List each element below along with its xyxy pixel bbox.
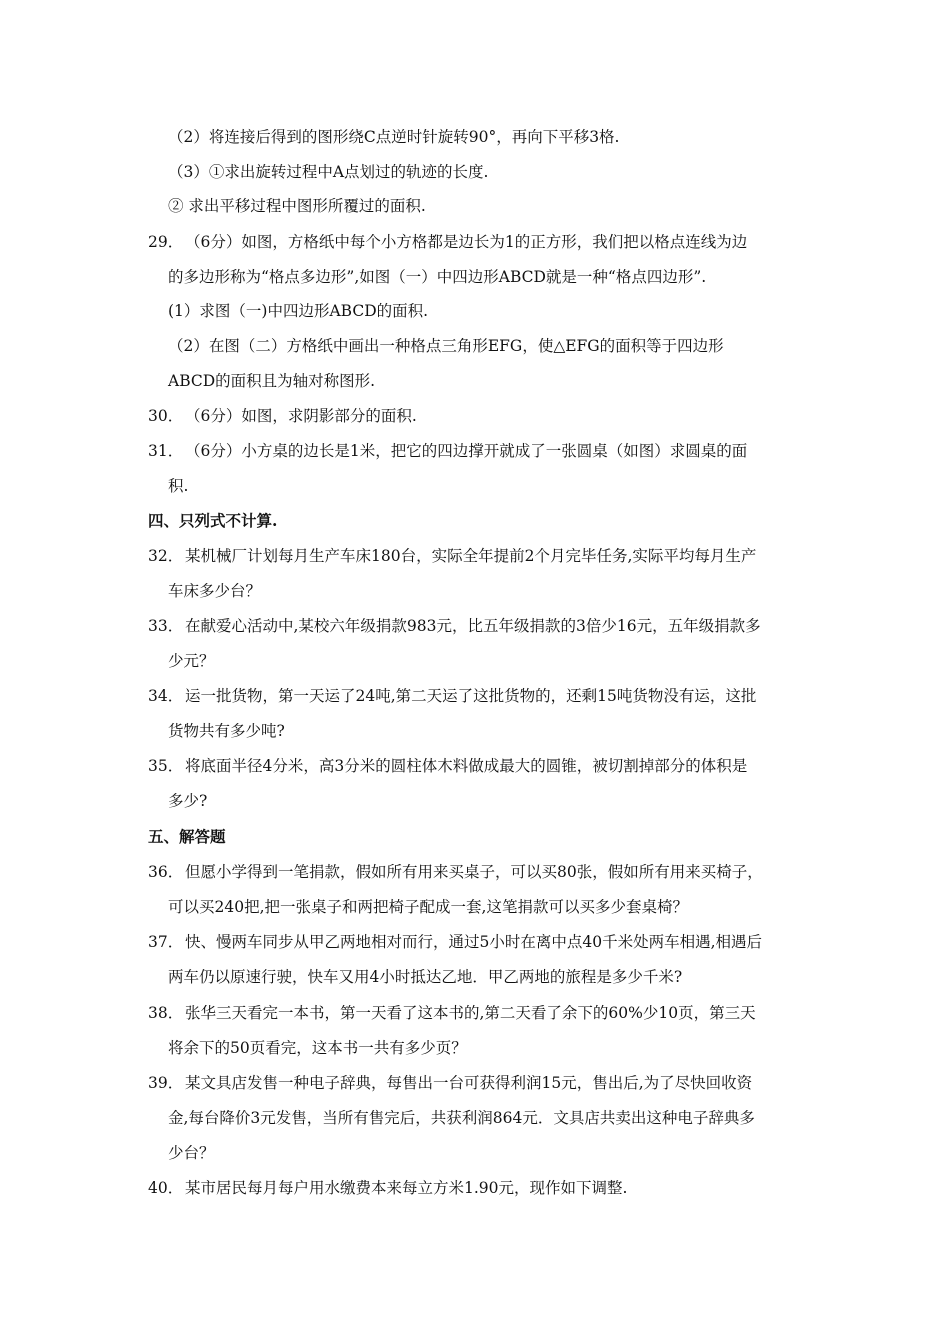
q28-sub2: （2）将连接后得到的图形绕C点逆时针旋转90°，再向下平移3格. <box>168 128 620 146</box>
q40-number: 40． <box>148 1179 184 1197</box>
section-heading-5: 五、解答题 <box>148 827 226 846</box>
q36-number: 36． <box>148 863 184 881</box>
q29-line1: （6分）如图，方格纸中每个小方格都是边长为1的正方形，我们把以格点连线为边 <box>185 233 748 251</box>
q34-line1: 运一批货物，第一天运了24吨,第二天运了这批货物的，还剩15吨货物没有运，这批 <box>185 687 757 705</box>
q35-line2: 多少? <box>168 792 208 810</box>
q34-line2: 货物共有多少吨? <box>168 722 285 740</box>
q37-number: 37． <box>148 933 184 951</box>
q29-number: 29． <box>148 233 184 251</box>
q33-line1: 在献爱心活动中,某校六年级捐款983元，比五年级捐款的3倍少16元，五年级捐款多 <box>185 617 761 635</box>
q34-number: 34． <box>148 687 184 705</box>
q38-line1: 张华三天看完一本书，第一天看了这本书的,第二天看了余下的60%少10页，第三天 <box>185 1004 756 1022</box>
q30-line1: （6分）如图，求阴影部分的面积. <box>185 407 417 425</box>
q37-line1: 快、慢两车同步从甲乙两地相对而行，通过5小时在离中点40千米处两车相遇,相遇后 <box>185 933 763 951</box>
q29-sub2a: （2）在图（二）方格纸中画出一种格点三角形EFG，使△EFG的面积等于四边形 <box>168 337 724 355</box>
q30-number: 30． <box>148 407 184 425</box>
q29-sub1: (1）求图（一)中四边形ABCD的面积. <box>168 302 429 320</box>
q35-line1: 将底面半径4分米，高3分米的圆柱体木料做成最大的圆锥，被切割掉部分的体积是 <box>185 757 748 775</box>
q28-sub3b: ② 求出平移过程中图形所覆过的面积. <box>168 197 426 215</box>
q40-line1: 某市居民每月每户用水缴费本来每立方米1.90元，现作如下调整. <box>185 1179 628 1197</box>
q29-sub2b: ABCD的面积且为轴对称图形. <box>168 372 376 390</box>
q33-number: 33． <box>148 617 184 635</box>
q31-line2: 积. <box>168 477 189 495</box>
q37-line2: 两车仍以原速行驶，快车又用4小时抵达乙地．甲乙两地的旅程是多少千米? <box>168 968 683 986</box>
q36-line2: 可以买240把,把一张桌子和两把椅子配成一套,这笔捐款可以买多少套桌椅？ <box>168 898 688 916</box>
q39-line1: 某文具店发售一种电子辞典，每售出一台可获得利润15元，售出后,为了尽快回收资 <box>185 1074 753 1092</box>
q39-number: 39． <box>148 1074 184 1092</box>
q32-line2: 车床多少台？ <box>168 582 262 600</box>
q31-number: 31． <box>148 442 184 460</box>
q38-number: 38． <box>148 1004 184 1022</box>
q32-line1: 某机械厂计划每月生产车床180台，实际全年提前2个月完毕任务,实际平均每月生产 <box>185 547 757 565</box>
q31-line1: （6分）小方桌的边长是1米，把它的四边撑开就成了一张圆桌（如图）求圆桌的面 <box>185 442 748 460</box>
q35-number: 35． <box>148 757 184 775</box>
q39-line3: 少台？ <box>168 1144 215 1162</box>
q36-line1: 但愿小学得到一笔捐款，假如所有用来买桌子，可以买80张，假如所有用来买椅子， <box>185 863 763 881</box>
q39-line2: 金,每台降价3元发售，当所有售完后，共获利润864元．文具店共卖出这种电子辞典多 <box>168 1109 755 1127</box>
section-heading-4: 四、只列式不计算. <box>148 511 278 530</box>
q29-line2: 的多边形称为“格点多边形”,如图（一）中四边形ABCD就是一种“格点四边形”. <box>168 268 707 286</box>
q33-line2: 少元？ <box>168 652 215 670</box>
q38-line2: 将余下的50页看完，这本书一共有多少页？ <box>168 1039 467 1057</box>
q32-number: 32． <box>148 547 184 565</box>
q28-sub3a: （3）①求出旋转过程中A点划过的轨迹的长度. <box>168 163 489 181</box>
